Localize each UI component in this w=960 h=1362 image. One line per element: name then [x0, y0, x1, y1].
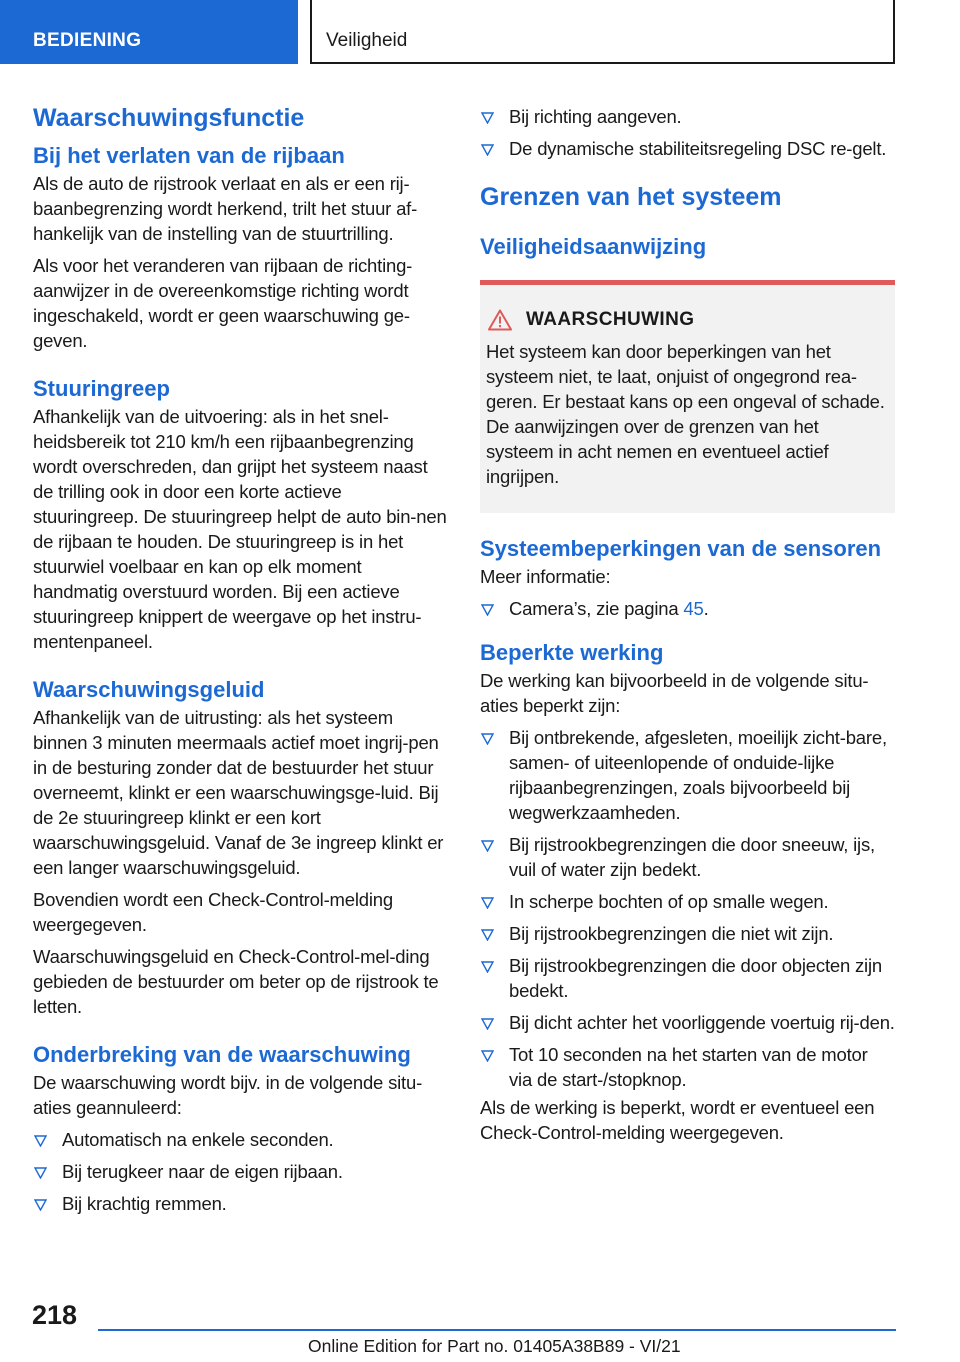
triangle-bullet-icon — [34, 1135, 47, 1147]
paragraph: Als de auto de rijstrook verlaat en als er een rij-baanbegrenzing wordt herkend, trilt het stuur af-hankelijk van de instelling van de stuurtrilling. — [33, 173, 418, 244]
list-item: De dynamische stabiliteitsregeling DSC re-gelt. — [480, 136, 895, 161]
section-tab — [0, 0, 298, 64]
list-item: Camera’s, zie pagina 45. — [480, 596, 895, 621]
triangle-bullet-icon — [34, 1167, 47, 1179]
edition-footer: Online Edition for Part no. 01405A38B89 - VI/21 — [308, 1336, 681, 1356]
bullet-list — [480, 725, 895, 1092]
section-title: Waarschuwingsfunctie — [33, 104, 305, 132]
chapter-label: Veiligheid — [326, 30, 408, 51]
heading-warning-interruption: Onderbreking van de waarschuwing — [33, 1042, 411, 1067]
page-number: 218 — [32, 1300, 78, 1330]
warning-title — [486, 309, 885, 331]
section-label: BEDIENING — [33, 30, 142, 51]
paragraph: Bovendien wordt een Check-Control-melding weergegeven. — [33, 889, 393, 935]
triangle-bullet-icon — [481, 604, 494, 616]
list-item: Bij rijstrookbegrenzingen die door sneeuw, ijs, vuil of water zijn bedekt. — [480, 832, 895, 882]
warning-text: Het systeem kan door beperkingen van het systeem niet, te laat, onjuist of ongegrond rea-geren. Er bestaat kans op een ongeval of schade. De aanwijzingen over de grenzen van het systeem in acht nemen en eventueel actief ingrijpen. — [486, 341, 885, 487]
triangle-bullet-icon — [481, 840, 494, 852]
paragraph: De werking kan bijvoorbeeld in de volgende situ-aties beperkt zijn: — [480, 670, 869, 716]
section-title: Grenzen van het systeem — [480, 183, 782, 211]
list-item: Bij krachtig remmen. — [33, 1191, 448, 1216]
heading-leaving-lane: Bij het verlaten van de rijbaan — [33, 143, 345, 168]
paragraph: Meer informatie: — [480, 566, 611, 587]
warning-box — [480, 280, 895, 513]
heading-steering-intervention: Stuuringreep — [33, 376, 170, 401]
page-link[interactable]: 45 — [683, 598, 704, 619]
heading-safety-note: Veiligheidsaanwijzing — [480, 234, 707, 259]
bullet-list — [480, 104, 895, 161]
triangle-bullet-icon — [481, 112, 494, 124]
bullet-list — [480, 596, 895, 621]
triangle-bullet-icon — [481, 929, 494, 941]
triangle-bullet-icon — [34, 1199, 47, 1211]
triangle-bullet-icon — [481, 1018, 494, 1030]
list-item: Bij terugkeer naar de eigen rijbaan. — [33, 1159, 448, 1184]
list-item: Automatisch na enkele seconden. — [33, 1127, 448, 1152]
list-item: Bij dicht achter het voorliggende voertuig rij-den. — [480, 1010, 895, 1035]
bullet-list — [33, 1127, 448, 1216]
paragraph: Waarschuwingsgeluid en Check-Control-mel-ding gebieden de bestuurder om beter op de rijstrook te letten. — [33, 946, 439, 1017]
warning-triangle-icon — [488, 309, 512, 331]
list-item: Tot 10 seconden na het starten van de motor via de start-/stopknop. — [480, 1042, 895, 1092]
paragraph: Als de werking is beperkt, wordt er eventueel een Check-Control-melding weergegeven. — [480, 1097, 875, 1143]
heading-limited-function: Beperkte werking — [480, 640, 664, 665]
list-item: Bij richting aangeven. — [480, 104, 895, 129]
triangle-bullet-icon — [481, 961, 494, 973]
chapter-header — [310, 0, 895, 64]
left-column — [33, 102, 448, 1223]
triangle-bullet-icon — [481, 733, 494, 745]
heading-sensor-limits: Systeembeperkingen van de sensoren — [480, 536, 882, 561]
heading-warning-sound: Waarschuwingsgeluid — [33, 677, 265, 702]
triangle-bullet-icon — [481, 144, 494, 156]
right-column — [480, 104, 895, 1152]
triangle-bullet-icon — [481, 897, 494, 909]
list-item: Bij rijstrookbegrenzingen die door objecten zijn bedekt. — [480, 953, 895, 1003]
paragraph: Als voor het veranderen van rijbaan de richting-aanwijzer in de overeenkomstige richting wordt ingeschakeld, wordt er geen waarschuwing ge-geven. — [33, 255, 413, 351]
list-item: Bij rijstrookbegrenzingen die niet wit zijn. — [480, 921, 895, 946]
list-item: In scherpe bochten of op smalle wegen. — [480, 889, 895, 914]
triangle-bullet-icon — [481, 1050, 494, 1062]
paragraph: Afhankelijk van de uitrusting: als het systeem binnen 3 minuten meermaals actief moet ingrij-pen in de besturing zonder dat de bestuurder het stuur overneemt, klinkt er een waarschuwingsge-luid. Bij de 2e stuuringreep klinkt er een kort waarschuwingsgeluid. Vanaf de 3e ingreep klinkt er een langer waarschuwingsgeluid. — [33, 707, 444, 878]
footer-divider — [98, 1329, 896, 1331]
paragraph: Afhankelijk van de uitvoering: als in het snel-heidsbereik tot 210 km/h een rijbaanbegrenzing wordt overschreden, dan grijpt het systeem naast de trilling ook in door een korte actieve stuuringreep. De stuuringreep helpt de auto bin-nen de rijbaan te houden. De stuuringreep is in het stuurwiel voelbaar en kan op elk moment handmatig overstuurd worden. Bij een actieve stuuringreep knippert de weergave op het instru-mentenpaneel. — [33, 406, 447, 652]
list-item: Bij ontbrekende, afgesleten, moeilijk zicht-bare, samen- of uiteenlopende of onduide-lijke rijbaanbegrenzingen, zoals bijvoorbeeld bij wegwerkzaamheden. — [480, 725, 895, 825]
paragraph: De waarschuwing wordt bijv. in de volgende situ-aties geannuleerd: — [33, 1072, 423, 1118]
warning-label: WAARSCHUWING — [526, 309, 695, 330]
